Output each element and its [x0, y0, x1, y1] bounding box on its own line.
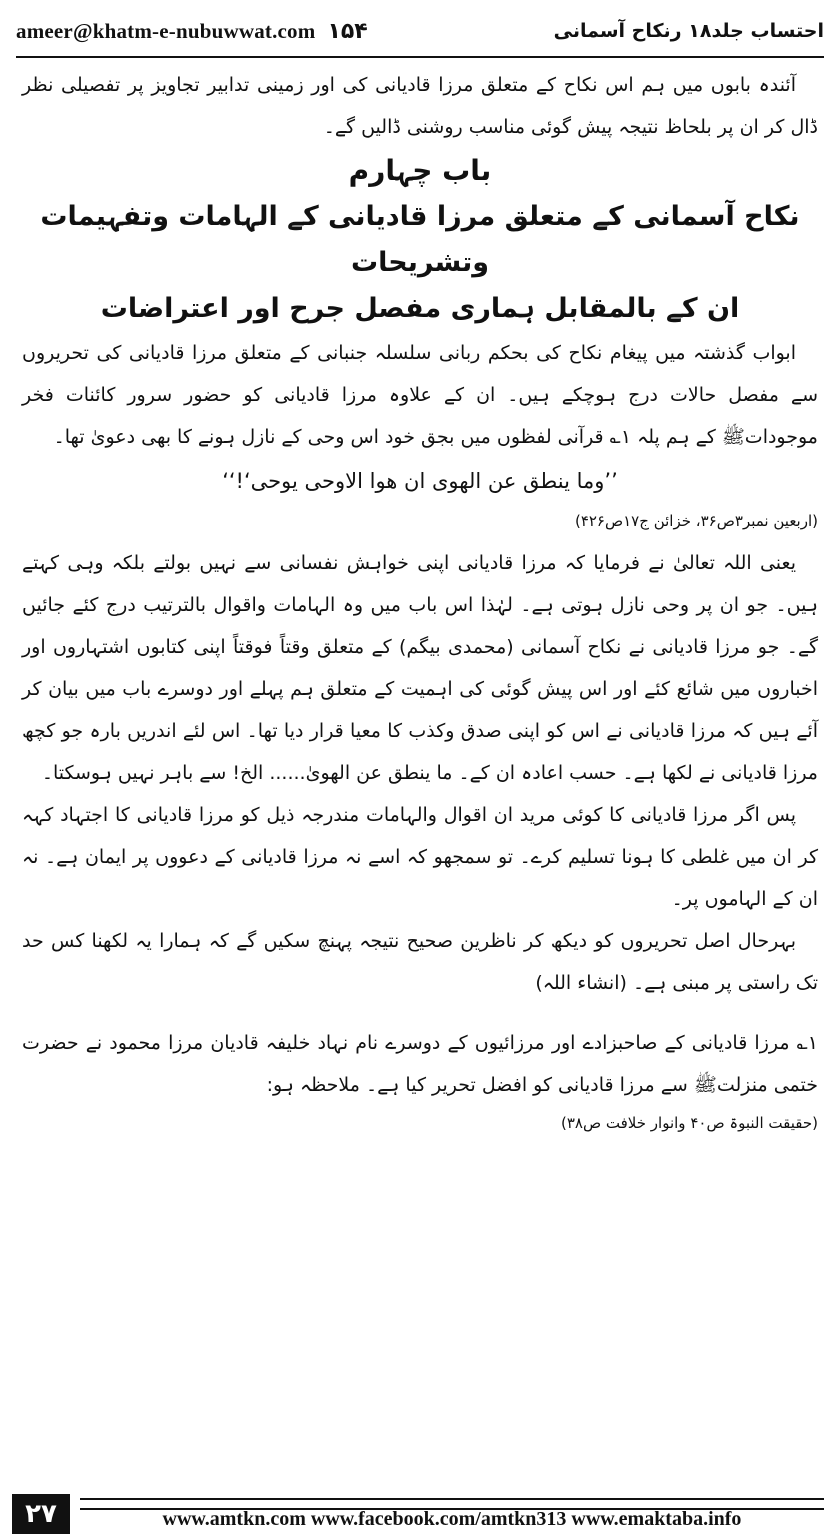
page-header	[16, 14, 824, 48]
chapter-subtitle-line-1: نکاح آسمانی کے متعلق مرزا قادیانی کے الہامات وتفہیمات وتشریحات	[40, 201, 800, 278]
chapter-title: باب چہارم	[348, 154, 492, 187]
paragraph-4: بہرحال اصل تحریروں کو دیکھ کر ناظرین صحیح نتیجہ پہنچ سکیں گے کہ ہمارا یہ لکھنا کس حد تک راستی پر مبنی ہے۔ (انشاء اللہ)	[22, 930, 818, 994]
reference-2: (حقیقت النبوۃ ص۴۰ وانوار خلافت ص۳۸)	[561, 1114, 818, 1132]
header-email: ameer@khatm-e-nubuwwat.com	[16, 18, 316, 43]
footnote-spacer	[22, 1004, 818, 1022]
running-title: احتساب جلد۱۸ رنکاح آسمانی	[553, 20, 824, 42]
footnote: ۱؎ مرزا قادیانی کے صاحبزادے اور مرزائیوں کے دوسرے نام نہاد خلیفہ قادیان مرزا محمود نے حضرت ختمی منزلتﷺ سے مرزا قادیانی کو افضل تحریر کیا ہے۔ ملاحظہ ہو:	[22, 1032, 818, 1096]
paragraph-2: یعنی اللہ تعالیٰ نے فرمایا کہ مرزا قادیانی اپنی خواہش نفسانی سے نہیں بولتے بلکہ وہی کہتے ہیں۔ جو ان پر وحی نازل ہوتی ہے۔ لہٰذا اس باب میں وہ الہامات واقوال بالترتیب درج کئے جائیں گے۔ جو مرزا قادیانی نے نکاح آسمانی (محمدی بیگم) کے متعلق وقتاً فوقتاً اپنی کتابوں اشتہاروں اور اخباروں میں شائع کئے اور اس پیش گوئی کی اہمیت کے متعلق ہم پہلے اور دوسرے باب میں بیان کر آئے ہیں کہ مرزا قادیانی نے اس کو اپنی صدق وکذب کا معیا قرار دیا تھا۔ اس لئے اندریں بارہ جو کچھ مرزا قادیانی نے لکھا ہے۔ حسب اعادہ ان کے۔ ما ینطق عن الھویٰ...... الخ! سے باہر نہیں ہوسکتا۔	[22, 552, 818, 784]
page-content	[22, 64, 818, 1144]
intro-paragraph: آئندہ بابوں میں ہم اس نکاح کے متعلق مرزا قادیانی کی اور زمینی تدابیر تجاویز پر تفصیلی نظر ڈال کر ان پر بلحاظ نتیجہ پیش گوئی مناسب روشنی ڈالیں گے۔	[22, 74, 818, 138]
page-footer	[0, 1494, 840, 1538]
footer-links: www.amtkn.com www.facebook.com/amtkn313 www.emaktaba.info	[162, 1508, 742, 1530]
quoted-verse: ’’وما ینطق عن الھوی ان ھوا الاوحی یوحی‘!‘‘	[222, 469, 618, 493]
header-rule	[16, 56, 824, 58]
paragraph-1: ابواب گذشتہ میں پیغام نکاح کی بحکم ربانی سلسلہ جنبانی کے متعلق مرزا قادیانی کی تحریروں سے مفصل حالات درج ہوچکے ہیں۔ ان کے علاوہ مرزا قادیانی کو حضور سرور کائنات فخر موجوداتﷺ کے ہم پلہ ۱؎ قرآنی لفظوں میں بجق خود اس وحی کے نازل ہونے کا بھی دعویٰ تھا۔	[22, 342, 818, 448]
paragraph-3: پس اگر مرزا قادیانی کا کوئی مرید ان اقوال والہامات مندرجہ ذیل کو مرزا قادیانی کا اجتہاد کہہ کر ان میں غلطی کا ہونا تسلیم کرے۔ تو سمجھو کہ اسے نہ مرزا قادیانی کے دعووں پر ایمان ہے۔ نہ ان کے الہاموں پر۔	[22, 804, 818, 910]
header-left	[16, 19, 368, 44]
header-page-number: ۱۵۴	[327, 18, 368, 44]
footer-page-number: ۲۷	[12, 1494, 70, 1534]
reference-1: (اربعین نمبر۳ص۳۶، خزائن ج۱۷ص۴۲۶)	[574, 512, 818, 530]
chapter-subtitle-line-2: ان کے بالمقابل ہماری مفصل جرح اور اعتراضات	[100, 293, 740, 324]
